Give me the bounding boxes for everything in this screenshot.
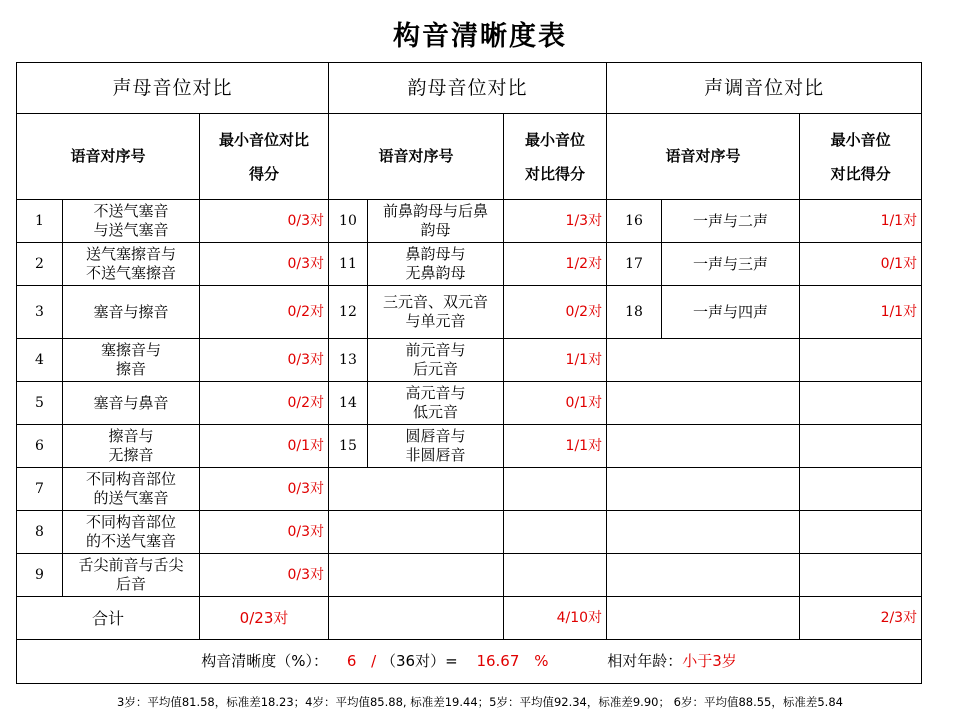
table-row <box>17 339 922 382</box>
score-header-line1: 最小音位 <box>525 130 586 149</box>
initials-pair-name: 塞音与鼻音 <box>63 382 200 425</box>
finals-pair-number: 10 <box>329 200 368 243</box>
tones-empty-cell <box>607 425 800 468</box>
finals-pair-score: 1/1对 <box>504 339 607 382</box>
tones-score-header <box>800 114 922 200</box>
finals-pair-name: 三元音、双元音 与单元音 <box>368 286 504 339</box>
initials-pair-name: 舌尖前音与舌尖 后音 <box>63 554 200 597</box>
finals-pair-score: 1/3对 <box>504 200 607 243</box>
finals-total-score: 4/10对 <box>504 597 607 640</box>
initials-pair-name: 塞音与擦音 <box>63 286 200 339</box>
clarity-divider: / <box>371 652 377 670</box>
tones-empty-cell <box>607 511 800 554</box>
clarity-percent: 16.67 <box>476 652 520 670</box>
articulation-table <box>16 62 922 684</box>
initials-pair-score: 0/3对 <box>200 554 329 597</box>
tones-empty-score <box>800 425 922 468</box>
tones-pair-name: 一声与三声 <box>662 243 800 286</box>
finals-pair-name: 高元音与 低元音 <box>368 382 504 425</box>
finals-pair-name: 圆唇音与 非圆唇音 <box>368 425 504 468</box>
finals-pair-no-header: 语音对序号 <box>329 114 504 200</box>
tones-pair-number: 17 <box>607 243 662 286</box>
initials-pair-score: 0/3对 <box>200 243 329 286</box>
subheader-row <box>17 114 922 200</box>
initials-pair-number: 4 <box>17 339 63 382</box>
finals-pair-number: 11 <box>329 243 368 286</box>
section-initials-header: 声母音位对比 <box>17 63 329 114</box>
initials-pair-number: 6 <box>17 425 63 468</box>
tones-empty-cell <box>607 468 800 511</box>
finals-pair-number: 15 <box>329 425 368 468</box>
tones-empty-cell <box>607 339 800 382</box>
initials-pair-name: 擦音与 无擦音 <box>63 425 200 468</box>
initials-pair-name: 不同构音部位 的送气塞音 <box>63 468 200 511</box>
initials-pair-score: 0/2对 <box>200 286 329 339</box>
finals-pair-score: 0/1对 <box>504 382 607 425</box>
score-header-line2: 得分 <box>249 164 280 183</box>
tones-total-score: 2/3对 <box>800 597 922 640</box>
tones-empty-score <box>800 554 922 597</box>
relative-age-label: 相对年龄： <box>607 652 683 670</box>
finals-total-empty <box>329 597 504 640</box>
score-header-line1: 最小音位对比 <box>219 130 310 149</box>
finals-empty-score <box>504 468 607 511</box>
tones-pair-name: 一声与二声 <box>662 200 800 243</box>
finals-pair-number: 13 <box>329 339 368 382</box>
initials-pair-score: 0/3对 <box>200 200 329 243</box>
initials-pair-number: 5 <box>17 382 63 425</box>
finals-empty-cell <box>329 511 504 554</box>
table-row <box>17 382 922 425</box>
finals-empty-cell <box>329 554 504 597</box>
tones-empty-score <box>800 468 922 511</box>
initials-pair-number: 3 <box>17 286 63 339</box>
initials-pair-name: 塞擦音与 擦音 <box>63 339 200 382</box>
finals-pair-score: 0/2对 <box>504 286 607 339</box>
initials-total-score: 0/23对 <box>200 597 329 640</box>
score-header-line1: 最小音位 <box>830 130 891 149</box>
tones-empty-score <box>800 382 922 425</box>
initials-pair-score: 0/3对 <box>200 339 329 382</box>
clarity-label: 构音清晰度（%）： <box>201 652 329 670</box>
section-tones-header: 声调音位对比 <box>607 63 922 114</box>
tones-pair-number: 16 <box>607 200 662 243</box>
initials-pair-name: 送气塞擦音与 不送气塞擦音 <box>63 243 200 286</box>
initials-pair-name: 不送气塞音 与送气塞音 <box>63 200 200 243</box>
initials-pair-number: 9 <box>17 554 63 597</box>
table-row <box>17 243 922 286</box>
tones-empty-cell <box>607 554 800 597</box>
table-row <box>17 554 922 597</box>
totals-label: 合计 <box>17 597 200 640</box>
clarity-summary <box>17 640 922 684</box>
finals-pair-number: 14 <box>329 382 368 425</box>
initials-pair-number: 7 <box>17 468 63 511</box>
finals-empty-cell <box>329 468 504 511</box>
summary-row <box>17 640 922 684</box>
initials-score-header <box>200 114 329 200</box>
page-title: 构音清晰度表 <box>393 21 567 52</box>
norms-footnote: 3岁：平均值81.58，标准差18.23；4岁：平均值85.88, 标准差19.44；5岁：平均值92.34，标准差9.90； 6岁：平均值88.55，标准差5.84 <box>117 695 843 709</box>
initials-pair-number: 8 <box>17 511 63 554</box>
clarity-total: （36对）= <box>381 652 458 670</box>
tones-pair-number: 18 <box>607 286 662 339</box>
initials-pair-score: 0/3对 <box>200 468 329 511</box>
finals-pair-score: 1/2对 <box>504 243 607 286</box>
initials-pair-number: 2 <box>17 243 63 286</box>
initials-pair-no-header: 语音对序号 <box>17 114 200 200</box>
score-header-line2: 对比得分 <box>525 164 586 183</box>
tones-pair-score: 1/1对 <box>800 286 922 339</box>
tones-pair-score: 1/1对 <box>800 200 922 243</box>
finals-pair-name: 鼻韵母与 无鼻韵母 <box>368 243 504 286</box>
clarity-percent-unit: % <box>534 652 549 670</box>
table-row <box>17 200 922 243</box>
section-header-row <box>17 63 922 114</box>
initials-pair-score: 0/2对 <box>200 382 329 425</box>
finals-pair-score: 1/1对 <box>504 425 607 468</box>
finals-pair-name: 前元音与 后元音 <box>368 339 504 382</box>
table-row <box>17 425 922 468</box>
table-row <box>17 511 922 554</box>
finals-empty-score <box>504 554 607 597</box>
table-row <box>17 468 922 511</box>
tones-empty-score <box>800 511 922 554</box>
score-header-line2: 对比得分 <box>830 164 891 183</box>
tones-empty-cell <box>607 382 800 425</box>
initials-pair-score: 0/1对 <box>200 425 329 468</box>
initials-pair-number: 1 <box>17 200 63 243</box>
relative-age-value: 小于3岁 <box>682 652 737 670</box>
clarity-correct: 6 <box>346 652 357 670</box>
tones-pair-score: 0/1对 <box>800 243 922 286</box>
finals-score-header <box>504 114 607 200</box>
initials-pair-score: 0/3对 <box>200 511 329 554</box>
table-row <box>17 286 922 339</box>
section-finals-header: 韵母音位对比 <box>329 63 607 114</box>
data-rows <box>17 200 922 597</box>
finals-pair-number: 12 <box>329 286 368 339</box>
tones-pair-name: 一声与四声 <box>662 286 800 339</box>
tones-empty-score <box>800 339 922 382</box>
finals-pair-name: 前鼻韵母与后鼻 韵母 <box>368 200 504 243</box>
finals-empty-score <box>504 511 607 554</box>
tones-total-empty <box>607 597 800 640</box>
initials-pair-name: 不同构音部位 的不送气塞音 <box>63 511 200 554</box>
tones-pair-no-header: 语音对序号 <box>607 114 800 200</box>
totals-row <box>17 597 922 640</box>
